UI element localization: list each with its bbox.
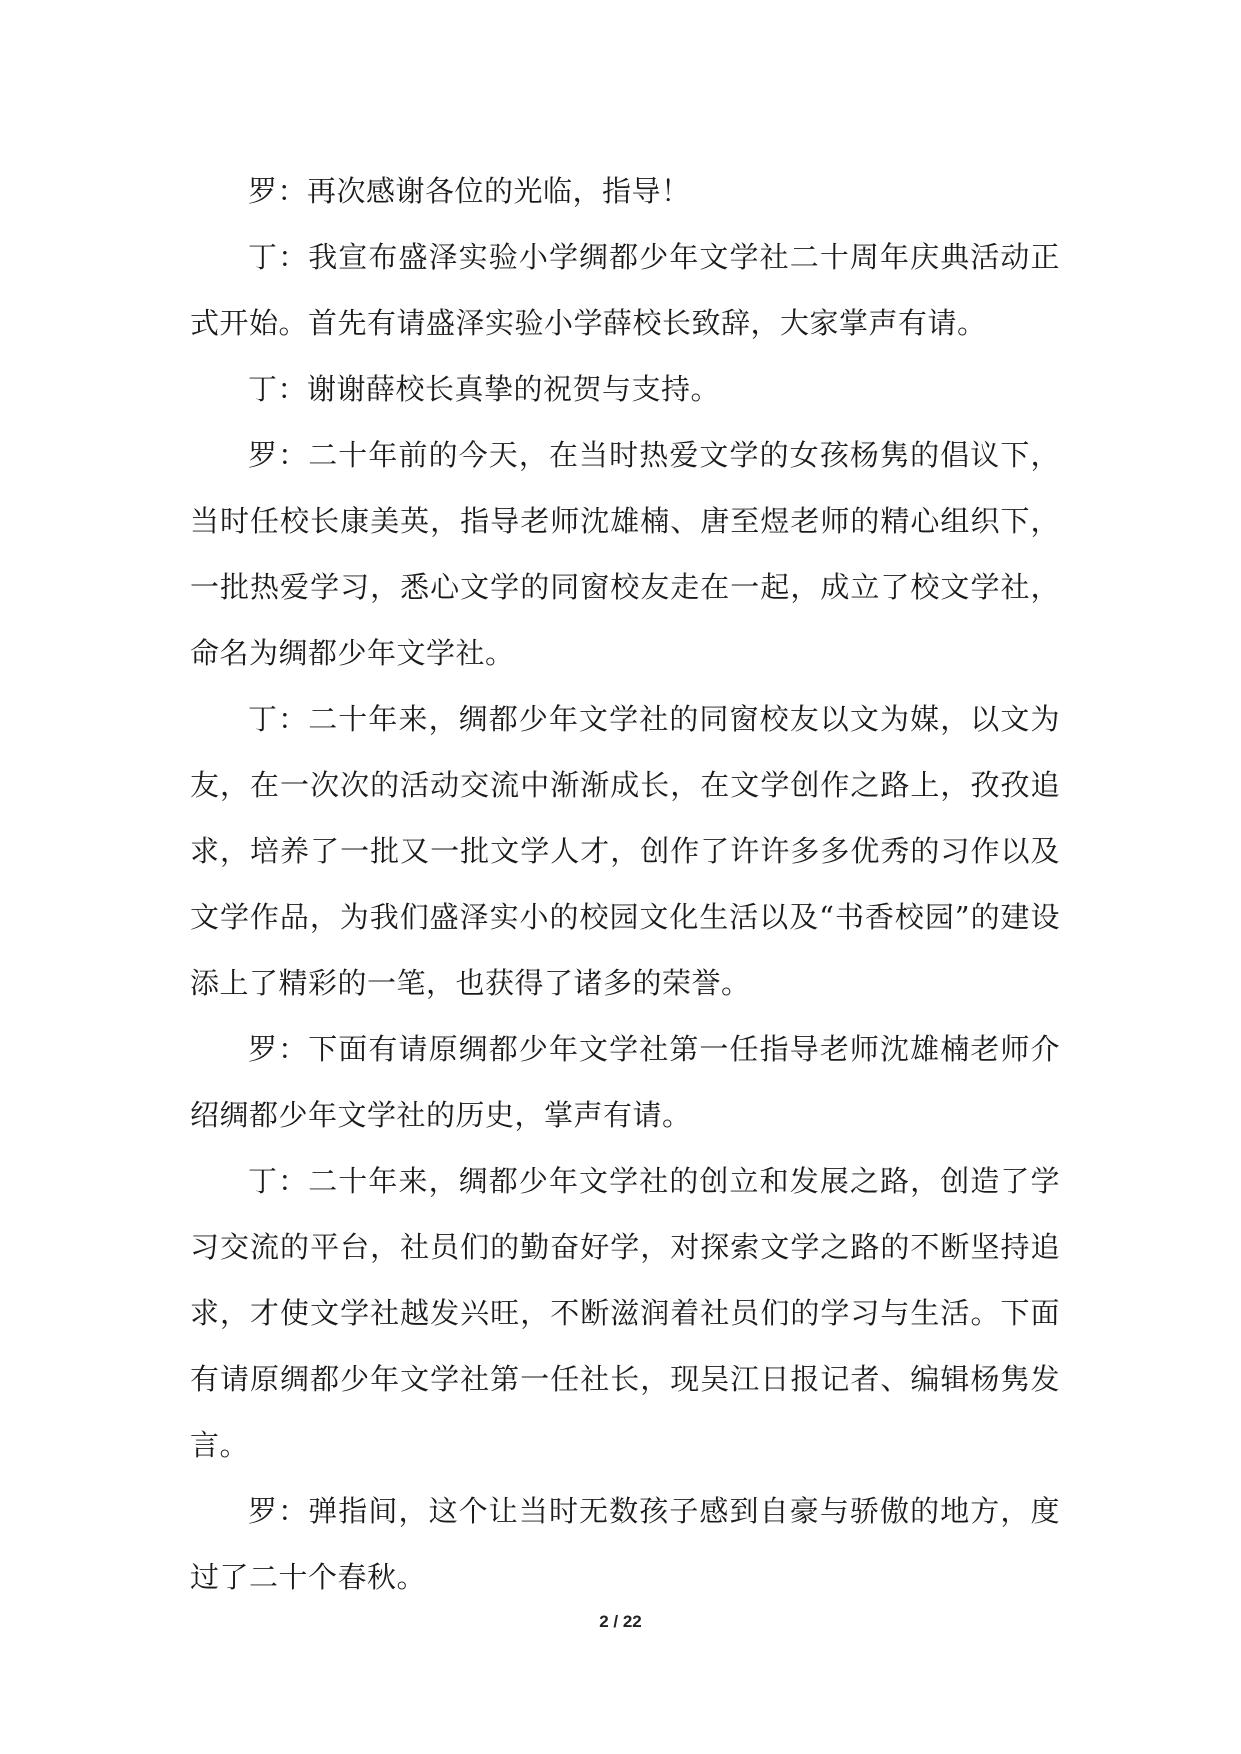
paragraph: 丁：二十年来，绸都少年文学社的创立和发展之路，创造了学习交流的平台，社员们的勤奋好学，对探索文学之路的不断坚持追求，才使文学社越发兴旺，不断滋润着社员们的学习与生活。下面有请原绸都少年文学社第一任社长，现吴江日报记者、编辑杨隽发言。 [190, 1164, 1060, 1462]
paragraph: 丁：我宣布盛泽实验小学绸都少年文学社二十周年庆典活动正式开始。首先有请盛泽实验小学薛校长致辞，大家掌声有请。 [190, 240, 1060, 340]
paragraph: 罗：二十年前的今天，在当时热爱文学的女孩杨隽的倡议下，当时任校长康美英，指导老师沈雄楠、唐至煜老师的精心组织下，一批热爱学习，悉心文学的同窗校友走在一起，成立了校文学社，命名为绸都少年文学社。 [190, 438, 1060, 670]
paragraph: 丁：谢谢薛校长真挚的祝贺与支持。 [248, 372, 721, 406]
paragraph: 罗：下面有请原绸都少年文学社第一任指导老师沈雄楠老师介绍绸都少年文学社的历史，掌声有请。 [190, 1032, 1060, 1132]
page-number: 2 / 22 [599, 1612, 642, 1631]
document-body [190, 158, 1060, 1610]
paragraph: 丁：二十年来，绸都少年文学社的同窗校友以文为媒，以文为友，在一次次的活动交流中渐渐成长，在文学创作之路上，孜孜追求，培养了一批又一批文学人才，创作了许许多多优秀的习作以及文学作品，为我们盛泽实小的校园文化生活以及“书香校园”的建设添上了精彩的一笔，也获得了诸多的荣誉。 [190, 702, 1060, 1000]
paragraph: 罗：再次感谢各位的光临，指导！ [248, 174, 691, 208]
paragraph: 罗：弹指间，这个让当时无数孩子感到自豪与骄傲的地方，度过了二十个春秋。 [190, 1494, 1060, 1594]
